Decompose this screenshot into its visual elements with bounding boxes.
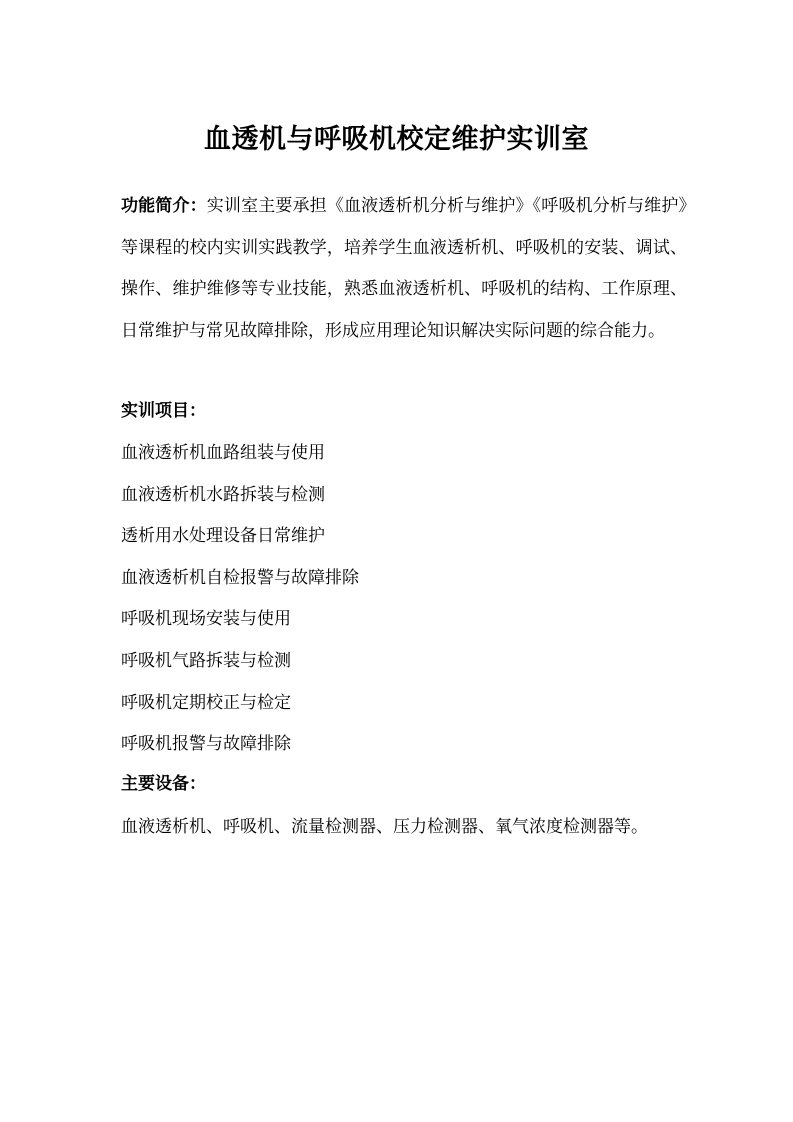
project-item: 呼吸机报警与故障排除 xyxy=(121,734,291,755)
project-item: 血液透析机血路组装与使用 xyxy=(121,443,325,463)
project-item: 透析用水处理设备日常维护 xyxy=(121,526,325,547)
intro-text: 实训室主要承担《血液透析机分析与维护》《呼吸机分析与维护》等课程的校内实训实践教学，培养学生血液透析机、呼吸机的安装、调试、操作、维护维修等专业技能，熟悉血液透析机、呼吸机的结构、工作原理、日常维护与常见故障排除，形成应用理论知识解决实际问题的综合能力。 xyxy=(121,196,688,341)
equipment-text: 血液透析机、呼吸机、流量检测器、压力检测器、氧气浓度检测器等。 xyxy=(121,817,648,837)
project-item: 呼吸机定期校正与检定 xyxy=(121,692,291,713)
projects-heading: 实训项目： xyxy=(121,401,206,421)
project-item: 呼吸机气路拆装与检测 xyxy=(121,650,291,671)
project-item: 呼吸机现场安装与使用 xyxy=(121,609,291,630)
project-item: 血液透析机自检报警与故障排除 xyxy=(121,567,359,588)
project-item: 血液透析机水路拆装与检测 xyxy=(121,484,325,505)
equipment-heading: 主要设备： xyxy=(121,774,206,794)
intro-label: 功能简介： xyxy=(121,196,207,216)
intro-paragraph xyxy=(121,186,687,352)
projects-list xyxy=(121,441,359,774)
page-title: 血透机与呼吸机校定维护实训室 xyxy=(204,124,589,155)
